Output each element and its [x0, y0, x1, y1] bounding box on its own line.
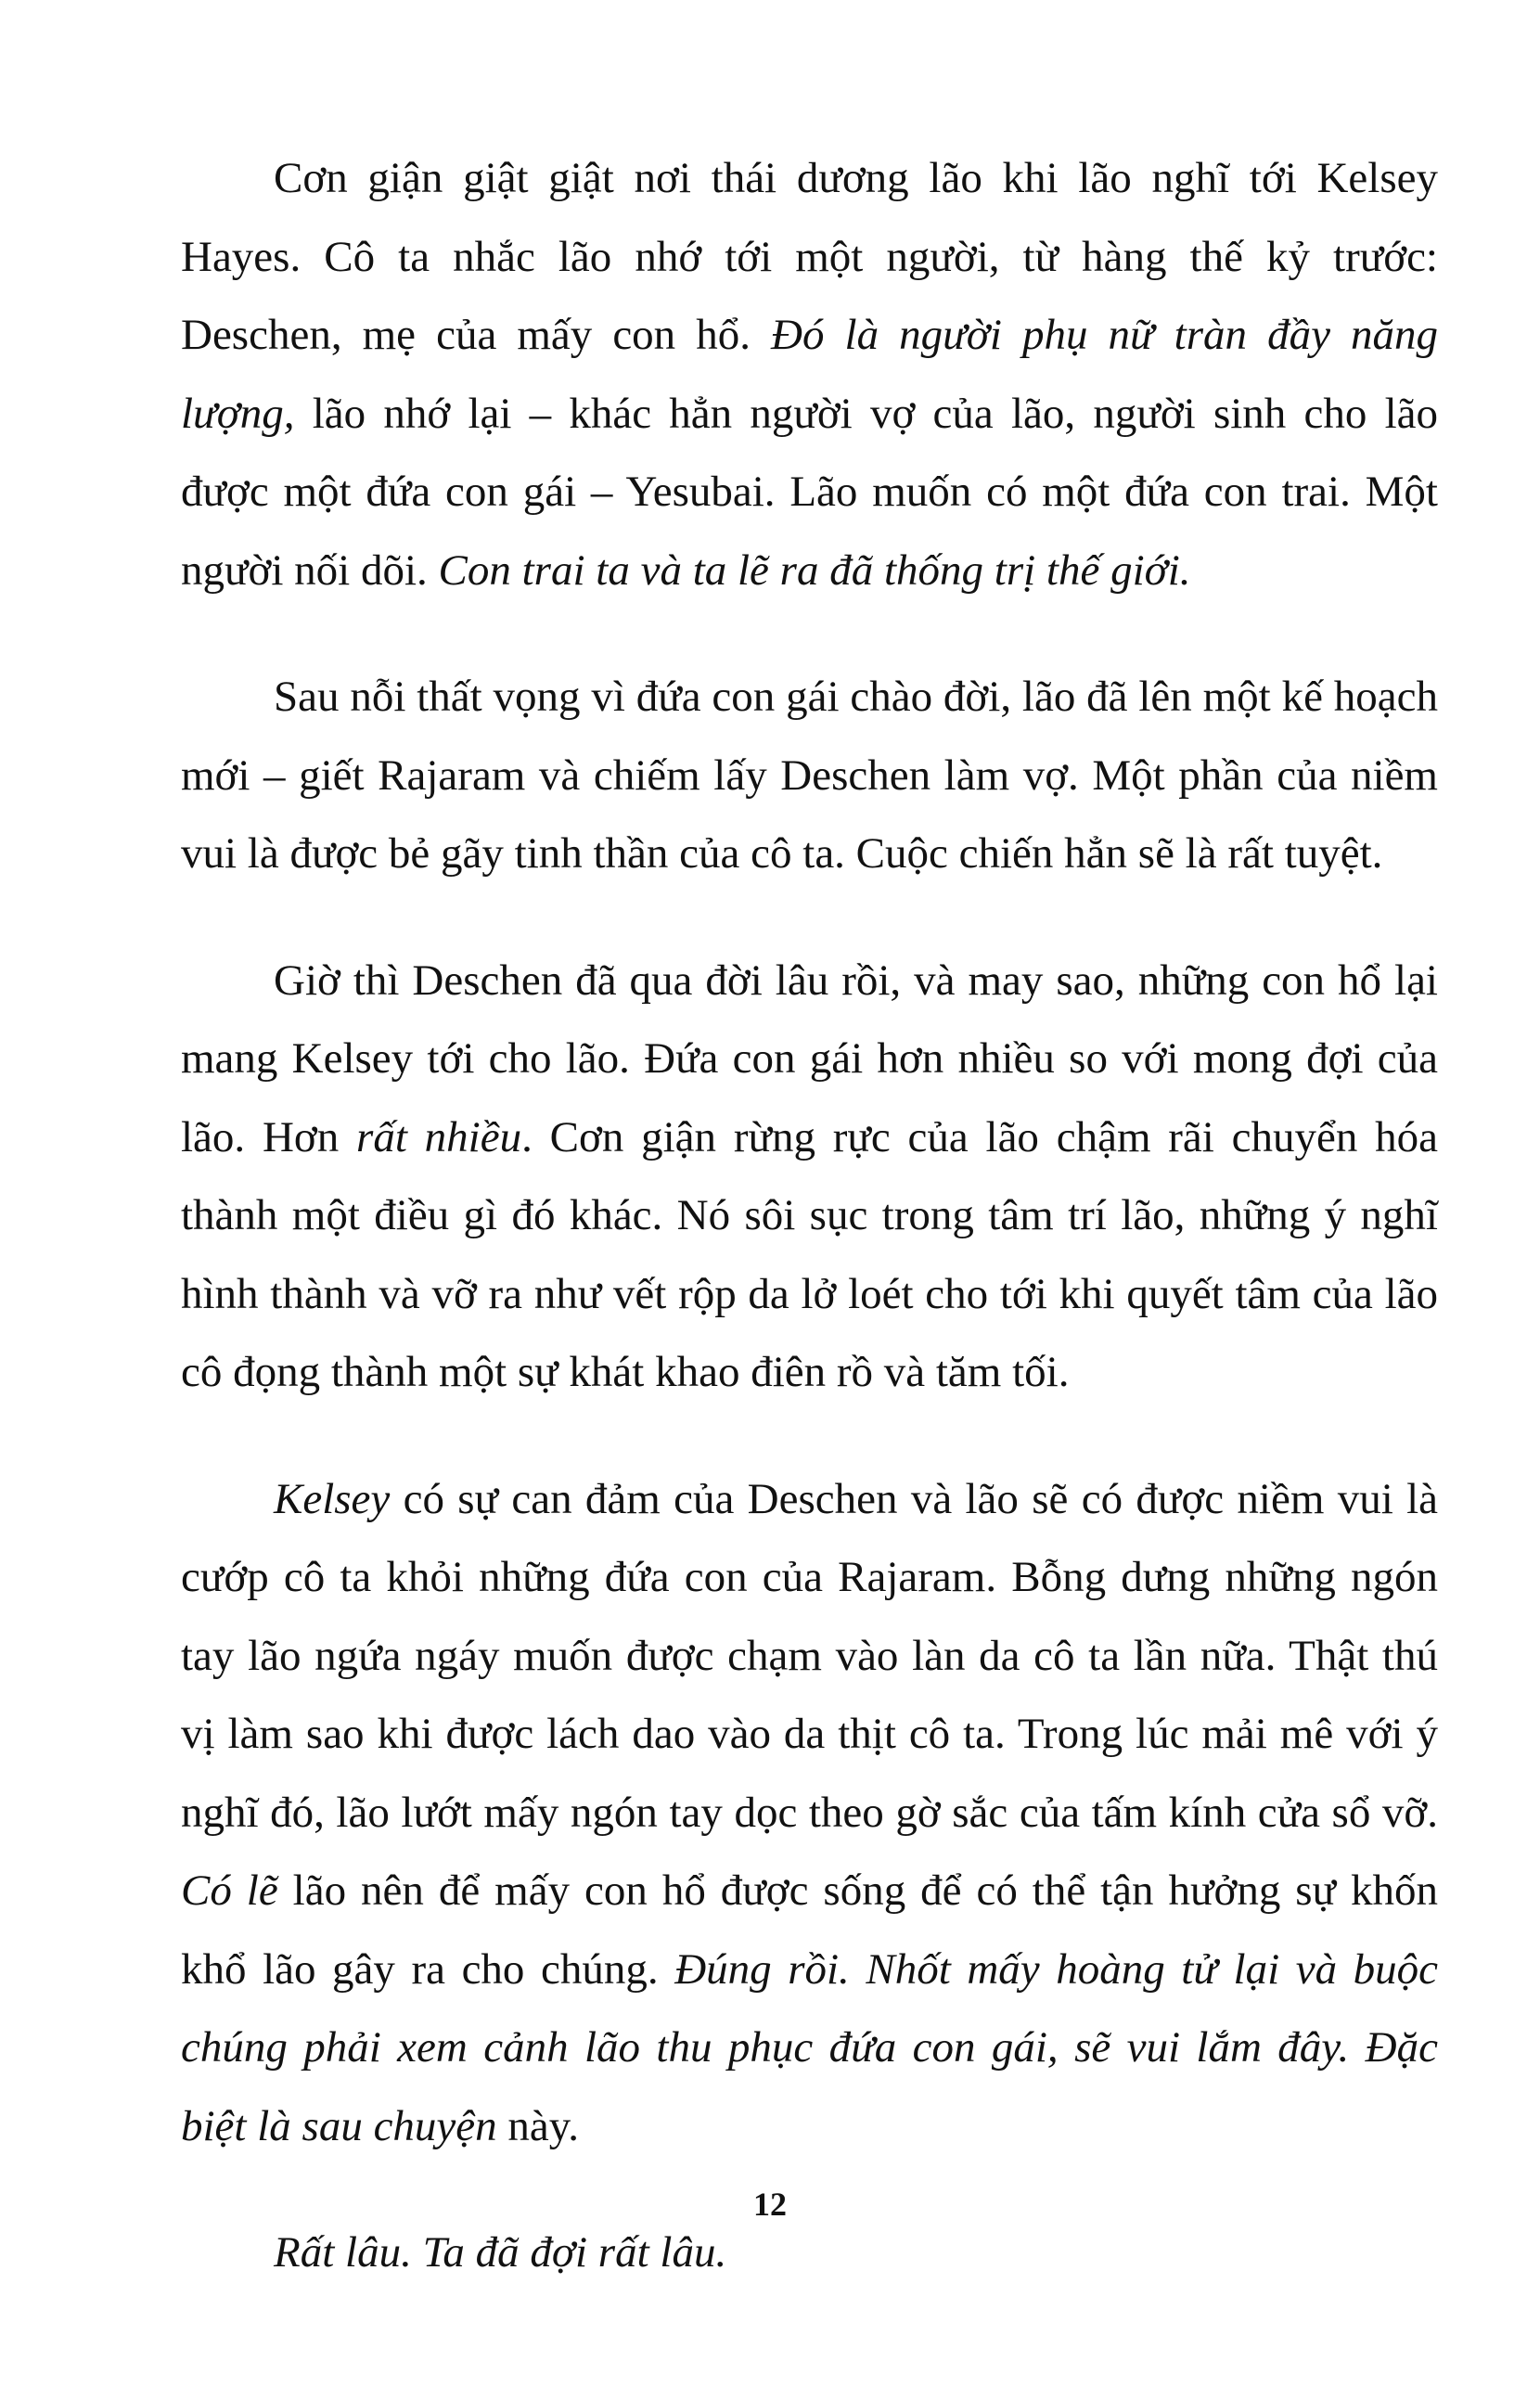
- paragraph-4-segment-2: có sự can đảm của Deschen và lão sẽ có được niềm vui là cướp cô ta khỏi những đứa con của Rajaram. Bỗng dưng những ngón tay lão ngứa ngáy muốn được chạm vào làn da cô ta lần nữa. Thật thú vị làm sao khi được lách dao vào da thịt cô ta. Trong lúc mải mê với ý nghĩ đó, lão lướt mấy ngón tay dọc theo gờ sắc của tấm kính cửa sổ vỡ.: [181, 1474, 1438, 1837]
- paragraph-1-segment-1: Cơn giận giật giật nơi thái dương lão khi lão nghĩ tới Kelsey Hayes. Cô ta nhắc lão nhớ tới một người, từ hàng thế kỷ trước: Deschen, mẹ của mấy con hổ.: [181, 154, 1438, 359]
- paragraph-3-segment-3: . Cơn giận rừng rực của lão chậm rãi chuyển hóa thành một điều gì đó khác. Nó sôi sục trong tâm trí lão, những ý nghĩ hình thành và vỡ ra như vết rộp da lở loét cho tới khi quyết tâm của lão cô đọng thành một sự khát khao điên rồ và tăm tối.: [181, 1112, 1439, 1396]
- paragraph-3-segment-1: Giờ thì Deschen đã qua đời lâu rồi, và may sao, những con hổ lại mang Kelsey tới cho lão. Đứa con gái hơn nhiều so với mong đợi của lão. Hơn: [181, 956, 1438, 1161]
- paragraph-5: [181, 2213, 1438, 2292]
- paragraph-3-segment-2: rất nhiều: [356, 1112, 522, 1161]
- paragraph-1-segment-2: Đó là người phụ nữ tràn đầy năng lượng,: [181, 311, 1438, 438]
- paragraph-3: [181, 942, 1438, 1412]
- paragraph-1-segment-3: lão nhớ lại – khác hẳn người vợ của lão, người sinh cho lão được một đứa con gái – Yesubai. Lão muốn có một đứa con trai. Một người nối dõi.: [181, 389, 1438, 595]
- paragraph-2: [181, 658, 1438, 893]
- paragraph-4-segment-6: này.: [496, 2101, 579, 2150]
- paragraph-4-segment-4: lão nên để mấy con hổ được sống để có thể tận hưởng sự khốn khổ lão gây ra cho chúng.: [181, 1866, 1438, 1994]
- page-number: 12: [753, 2186, 787, 2223]
- paragraph-4: [181, 1460, 1438, 2166]
- paragraph-4-segment-5: Đúng rồi. Nhốt mấy hoàng tử lại và buộc chúng phải xem cảnh lão thu phục đứa con gái, sẽ vui lắm đây. Đặc biệt là sau chuyện: [181, 1944, 1439, 2150]
- paragraph-2-segment-1: Sau nỗi thất vọng vì đứa con gái chào đời, lão đã lên một kế hoạch mới – giết Rajaram và chiếm lấy Deschen làm vợ. Một phần của niềm vui là được bẻ gãy tinh thần của cô ta. Cuộc chiến hẳn sẽ là rất tuyệt.: [181, 673, 1438, 878]
- page-body: [181, 139, 1438, 2292]
- paragraph-1: [181, 139, 1438, 609]
- paragraph-5-segment-1: Rất lâu. Ta đã đợi rất lâu.: [274, 2228, 727, 2277]
- paragraph-4-segment-1: Kelsey: [274, 1474, 391, 1523]
- paragraph-1-segment-4: Con trai ta và ta lẽ ra đã thống trị thế giới.: [438, 545, 1191, 595]
- paragraph-4-segment-3: Có lẽ: [181, 1866, 278, 1915]
